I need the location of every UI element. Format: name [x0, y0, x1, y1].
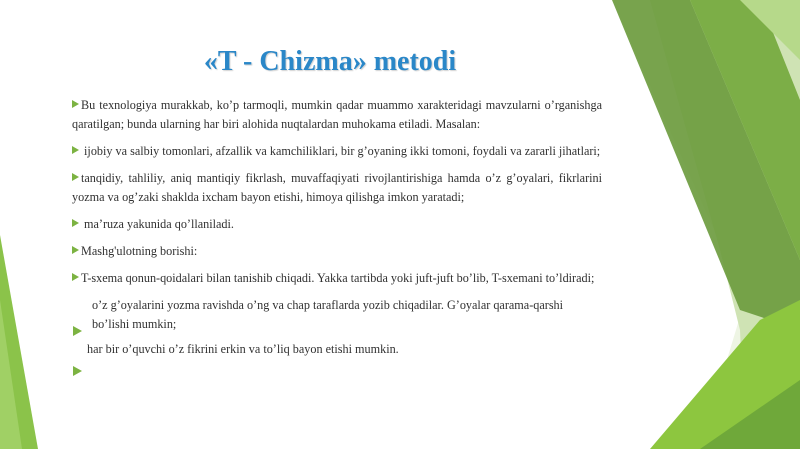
paragraph-1 [72, 96, 602, 134]
bullet-arrow-icon [72, 173, 79, 181]
paragraph-5 [72, 242, 602, 261]
paragraph-6-line2: to’ldiradi; [545, 271, 595, 285]
extra-line2: bo’lishi mumkin; [92, 317, 177, 331]
bullet-arrow-icon [72, 146, 79, 154]
paragraph-3-line2: fikrlarini yozma va og’zaki shaklda ixcham bayon etishi, himoya qilishga imkon yaratadi; [72, 171, 603, 204]
paragraph-6 [72, 269, 602, 288]
paragraph-2-line1: ijobiy va salbiy tomonlari, afzallik va kamchiliklari, bir g’oyaning ikki tomoni, foydali va zararli [81, 144, 556, 158]
paragraph-3-line1: tanqidiy, tahliliy, aniq mantiqiy fikrlash, muvaffaqiyati rivojlantirishiga hamda o’z g’oyalari, [81, 171, 554, 185]
paragraph-4 [72, 215, 602, 234]
slide-title: «T - Chizma» metodi [203, 46, 457, 77]
side-bullet-arrow-icon [73, 366, 82, 376]
bullet-arrow-icon [72, 219, 79, 227]
paragraph-4-line1: ma’ruza yakunida qo’llaniladi. [81, 217, 234, 231]
paragraph-5-line1: Mashg'ulotning borishi: [81, 244, 198, 258]
side-bullet-arrow-icon [73, 326, 82, 336]
paragraph-3 [72, 169, 602, 207]
bullet-arrow-icon [72, 246, 79, 254]
extra-line1: o’z g’oyalarini yozma ravishda o’ng va chap taraflarda yozib chiqadilar. G’oyalar qarama-qarshi [92, 298, 564, 312]
paragraph-6-line1: T-sxema qonun-qoidalari bilan tanishib chiqadi. Yakka tartibda yoki juft-juft bo’lib, T-sxemani [81, 271, 543, 285]
extra-paragraph-1 [72, 296, 602, 334]
paragraph-1-line2: o’rganishga qaratilgan; bunda ularning har biri alohida nuqtalardan muhokama etiladi. Masalan: [72, 98, 602, 131]
extra-line3: har bir o’quvchi o’z fikrini erkin va to’liq bayon etishi mumkin. [87, 342, 399, 356]
bullet-arrow-icon [72, 273, 79, 281]
slide-body [72, 96, 602, 365]
paragraph-2-line2: jihatlari; [558, 144, 601, 158]
extra-paragraph-2 [72, 340, 602, 359]
paragraph-1-line1: Bu texnologiya murakkab, ko’p tarmoqli, mumkin qadar muammo xarakteridagi mavzularni [81, 98, 541, 112]
bullet-arrow-icon [72, 100, 79, 108]
paragraph-2 [72, 142, 602, 161]
